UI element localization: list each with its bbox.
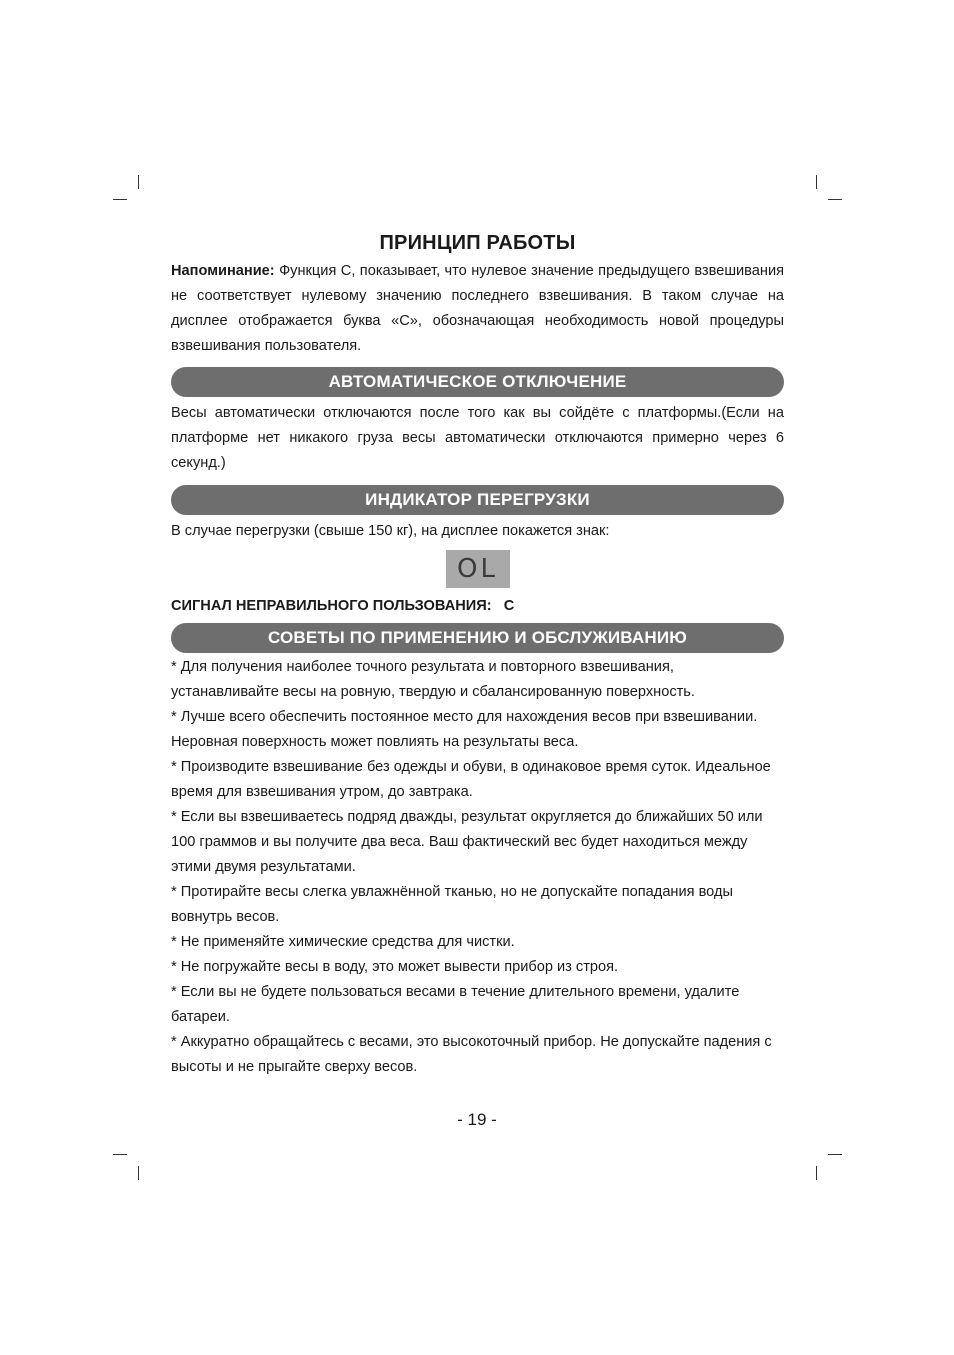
- crop-mark-bottom-left-horizontal: [113, 1154, 127, 1155]
- page-title: ПРИНЦИП РАБОТЫ: [379, 232, 576, 254]
- list-item: * Для получения наиболее точного результата и повторного взвешивания, устанавливайте весы на ровную, твердую и сбалансированную поверхность.: [171, 659, 695, 700]
- crop-mark-top-left-horizontal: [113, 199, 127, 200]
- crop-mark-bottom-right-horizontal: [828, 1154, 842, 1155]
- tips-heading: СОВЕТЫ ПО ПРИМЕНЕНИЮ И ОБСЛУЖИВАНИЮ: [171, 623, 784, 653]
- crop-mark-top-left-vertical: [138, 175, 139, 189]
- page-content: [171, 228, 784, 1080]
- list-item: * Производите взвешивание без одежды и обуви, в одинаковое время суток. Идеальное время для взвешивания утром, до завтрака.: [171, 759, 771, 800]
- list-item: * Не погружайте весы в воду, это может вывести прибор из строя.: [171, 959, 619, 975]
- list-item: * Если вы не будете пользоваться весами в течение длительного времени, удалите батареи.: [171, 984, 740, 1025]
- list-item: * Аккуратно обращайтесь с весами, это высокоточный прибор. Не допускайте падения с высоты и не прыгайте сверху весов.: [171, 1034, 772, 1075]
- reminder-paragraph: [171, 259, 784, 359]
- overload-heading: ИНДИКАТОР ПЕРЕГРУЗКИ: [171, 485, 784, 515]
- reminder-text: Функция С, показывает, что нулевое значение предыдущего взвешивания не соответствует нулевому значению последнего взвешивания. В таком случае на дисплее отображается буква «С», обозначающая необходимость новой процедуры взвешивания пользователя.: [171, 263, 784, 354]
- auto-off-paragraph: Весы автоматически отключаются после того как вы сойдёте с платформы.(Если на платформе нет никакого груза весы автоматически отключаются примерно через 6 секунд.): [171, 405, 784, 471]
- crop-mark-bottom-left-vertical: [138, 1166, 139, 1180]
- overload-paragraph: В случае перегрузки (свыше 150 кг), на дисплее покажется знак:: [171, 523, 610, 539]
- tips-list: [171, 655, 784, 1080]
- list-item: * Лучше всего обеспечить постоянное место для нахождения весов при взвешивании. Неровная поверхность может повлиять на результаты веса.: [171, 709, 758, 750]
- list-item: * Не применяйте химические средства для чистки.: [171, 934, 515, 950]
- auto-off-heading: АВТОМАТИЧЕСКОЕ ОТКЛЮЧЕНИЕ: [171, 367, 784, 397]
- crop-mark-top-right-horizontal: [828, 199, 842, 200]
- overload-display-wrapper: [171, 550, 784, 588]
- list-item: * Если вы взвешиваетесь подряд дважды, результат округляется до ближайших 50 или 100 граммов и вы получите два веса. Ваш фактический вес будет находиться между этими двумя результатами.: [171, 809, 763, 875]
- crop-mark-bottom-right-vertical: [816, 1166, 817, 1180]
- reminder-lead: Напоминание:: [171, 263, 275, 279]
- overload-display-symbol: OL: [446, 550, 510, 588]
- page-number: - 19 -: [457, 1110, 497, 1129]
- crop-mark-top-right-vertical: [816, 175, 817, 189]
- list-item: * Протирайте весы слегка увлажнённой тканью, но не допускайте попадания воды вовнутрь весов.: [171, 884, 733, 925]
- misuse-signal-line: СИГНАЛ НЕПРАВИЛЬНОГО ПОЛЬЗОВАНИЯ: С: [171, 598, 515, 614]
